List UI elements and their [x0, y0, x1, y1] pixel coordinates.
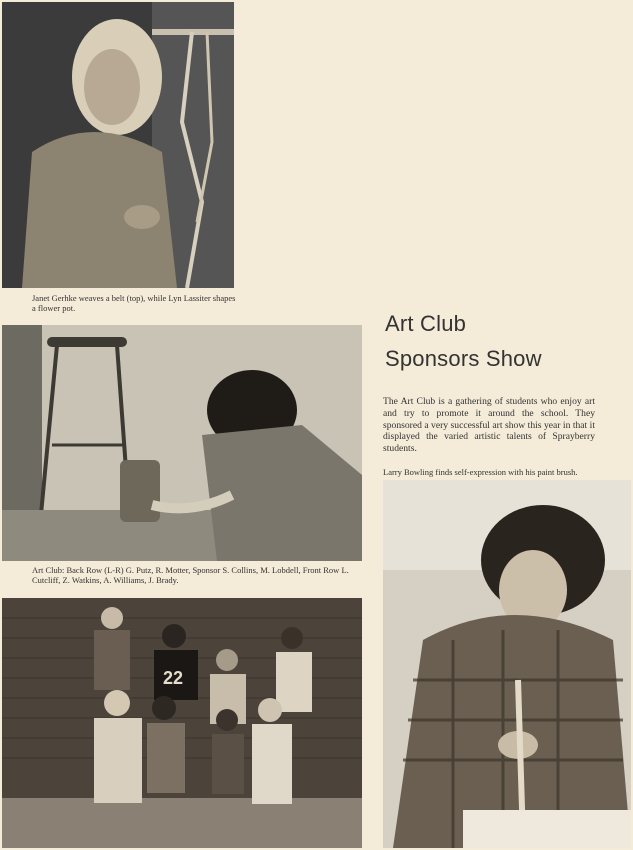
caption-group: Art Club: Back Row (L-R) G. Putz, R. Motter, Sponsor S. Collins, M. Lobdell, Front Row L. Cutcliff, Z. Watkins, A. Williams, J. Brady.	[32, 565, 349, 585]
pottery-scene	[2, 325, 362, 561]
caption-weaving-pottery: Janet Gerhke weaves a belt (top), while Lyn Lassiter shapes a flower pot.	[32, 293, 236, 313]
photo-pottery	[2, 325, 362, 561]
jersey-number: 22	[163, 668, 184, 688]
article-body: The Art Club is a gathering of students who enjoy art and try to promote it around the school. They sponsored a very successful art show this year in that it displayed the varied artistic talents of Sprayberry students.	[383, 396, 595, 455]
article-headline-line2: Sponsors Show	[385, 346, 542, 371]
painting-scene	[383, 480, 631, 848]
group-scene	[2, 598, 362, 848]
weaving-scene	[2, 2, 234, 288]
caption-painting: Larry Bowling finds self-expression with his paint brush.	[383, 467, 578, 477]
photo-club-group	[2, 598, 362, 848]
photo-weaving	[2, 2, 234, 288]
article-headline-line1: Art Club	[385, 311, 467, 336]
photo-painting	[383, 480, 631, 848]
